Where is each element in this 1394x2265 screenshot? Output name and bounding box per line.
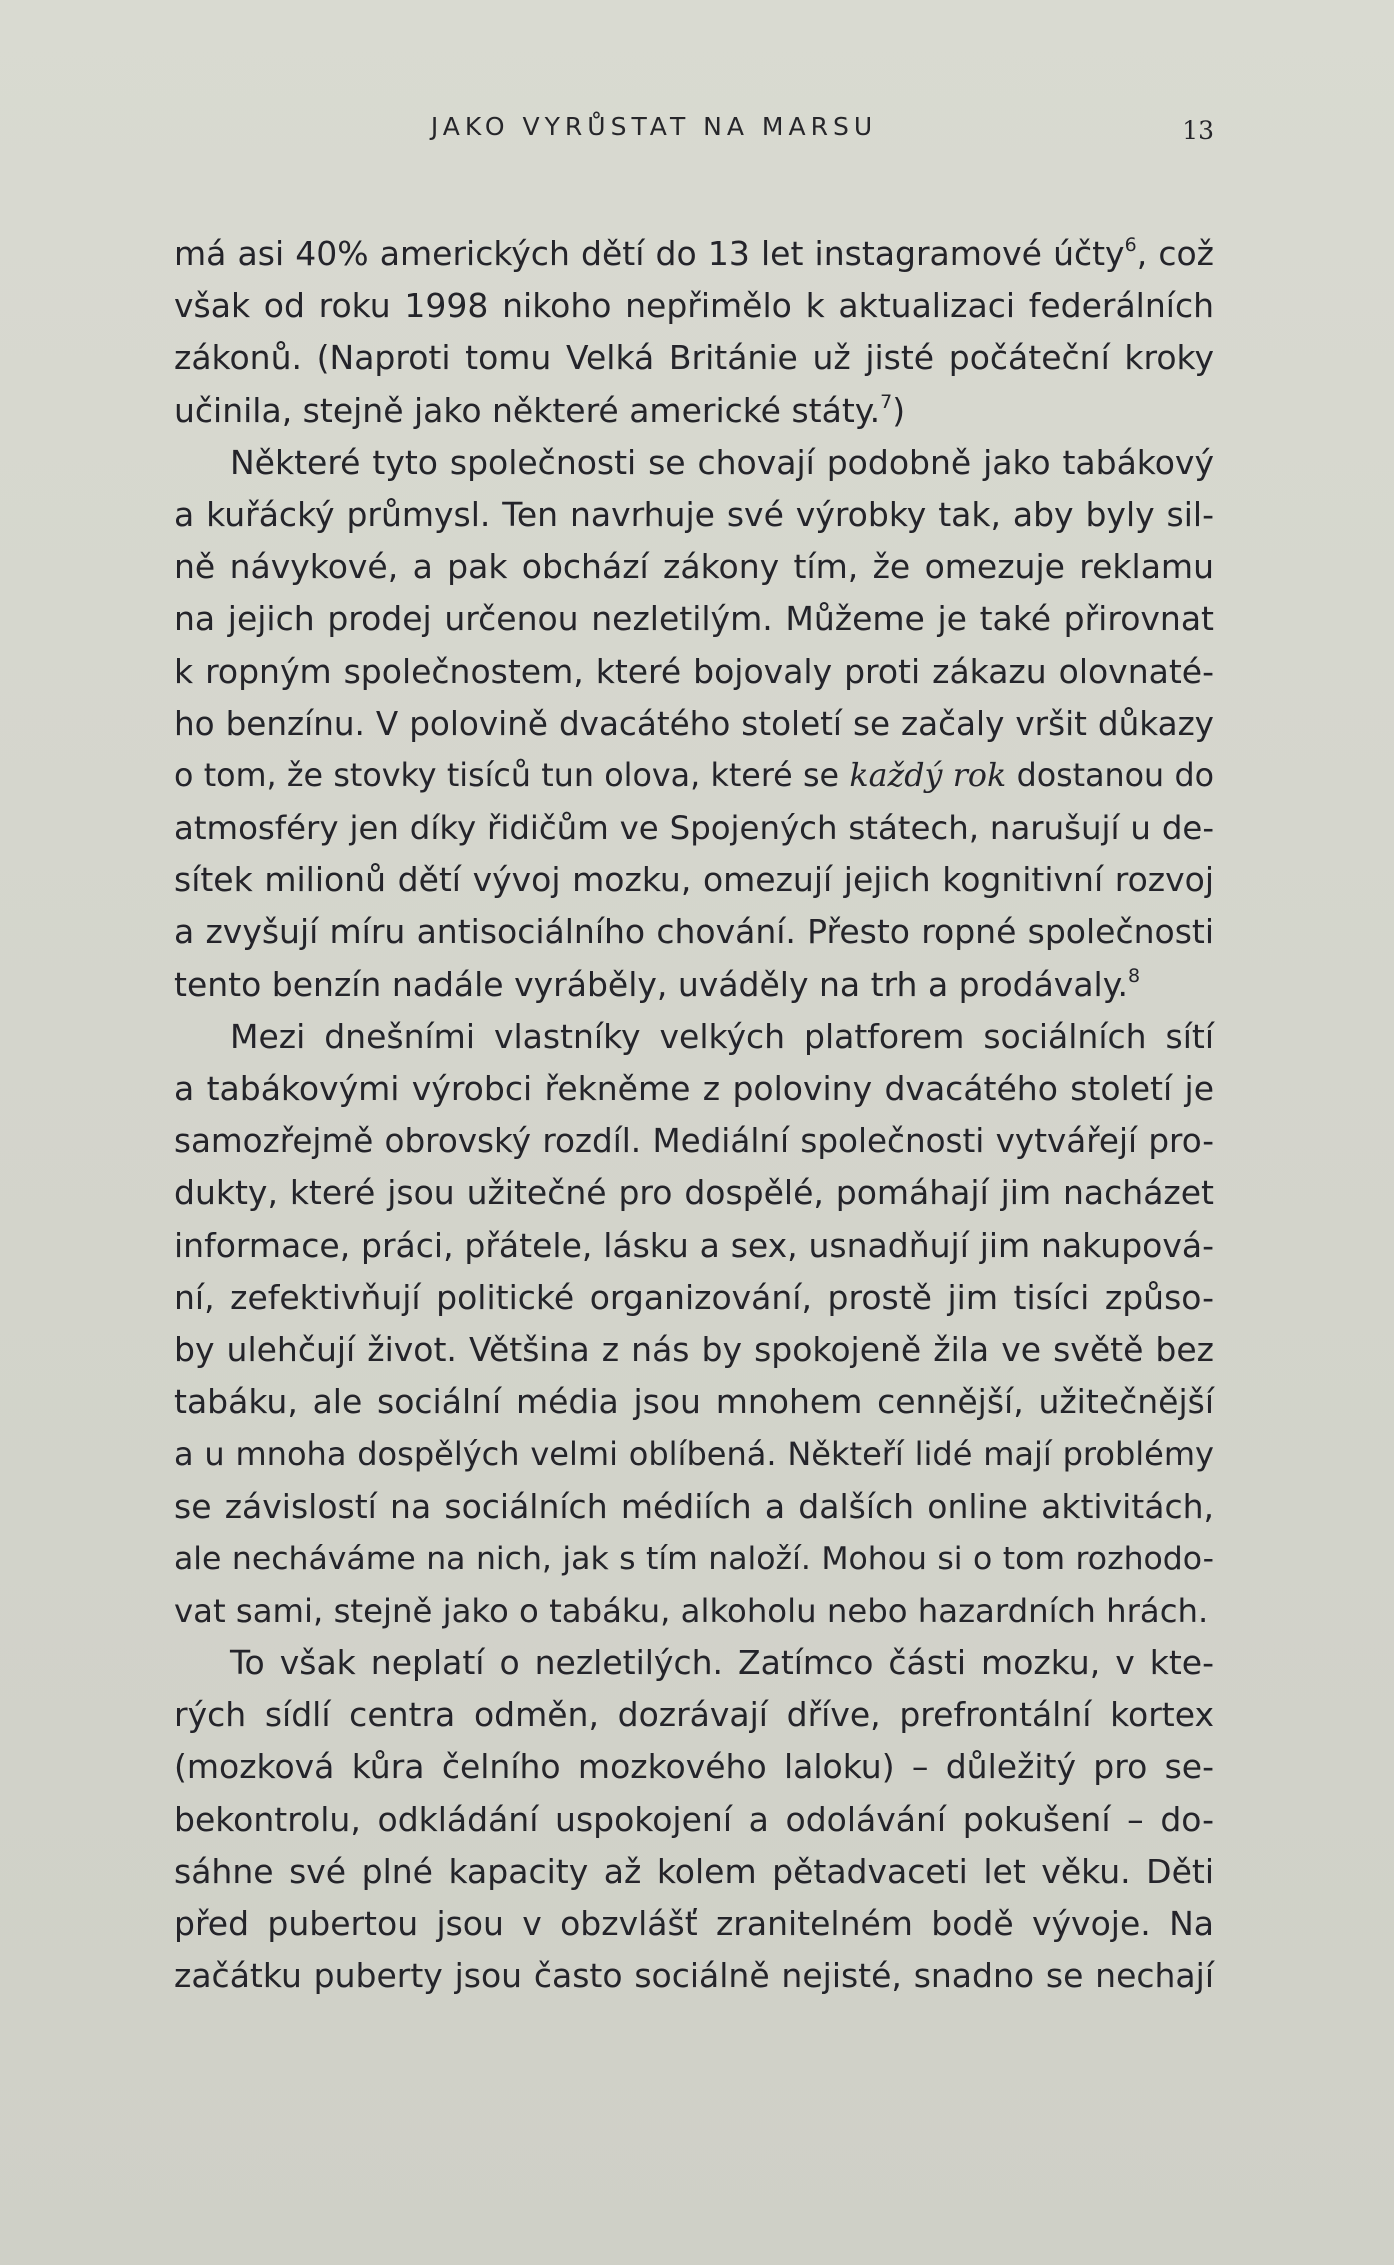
text-line: To však neplatí o nezletilých. Zatímco části mozku, v kte-	[230, 1643, 1214, 1683]
text-line: a zvyšují míru antisociálního chování. Přesto ropné společnosti	[174, 912, 1214, 952]
text-line: však od roku 1998 nikoho nepřimělo k aktualizaci federálních	[174, 286, 1214, 326]
text-line: začátku puberty jsou často sociálně nejisté, snadno se nechají	[174, 1956, 1214, 1996]
text-line: sáhne své plné kapacity až kolem pětadvaceti let věku. Děti	[174, 1851, 1214, 1891]
text-line: samozřejmě obrovský rozdíl. Mediální společnosti vytvářejí pro-	[174, 1122, 1214, 1161]
page-number: 13	[1182, 116, 1214, 145]
body-text	[174, 228, 1214, 2002]
text-line: zákonů. (Naproti tomu Velká Británie už jisté počáteční kroky	[174, 338, 1214, 378]
text-line: vat sami, stejně jako o tabáku, alkoholu nebo hazardních hrách.	[174, 1591, 1209, 1630]
text-line: učinila, stejně jako některé americké státy.$^7$)	[174, 390, 906, 430]
text-line: k ropným společnostem, které bojovaly proti zákazu olovnaté-	[174, 651, 1214, 691]
footnote-marker: 7	[880, 390, 893, 413]
text-line: ale necháváme na nich, jak s tím naloží. Mohou si o tom rozhodo-	[174, 1540, 1214, 1577]
text-line: sítek milionů dětí vývoj mozku, omezují jejich kognitivní rozvoj	[174, 860, 1214, 900]
footnote-marker: 8	[1128, 964, 1141, 987]
running-title: JAKO VYRŮSTAT NA MARSU	[430, 112, 878, 141]
text-line: o tom, že stovky tisíců tun olova, které se každý rok dostanou do	[174, 757, 1214, 794]
text-line: ho benzínu. V polovině dvacátého století se začaly vršit důkazy	[174, 704, 1214, 743]
text-line: se závislostí na sociálních médiích a dalších online aktivitách,	[174, 1486, 1214, 1526]
text-line: bekontrolu, odkládání uspokojení a odolávání pokušení – do-	[174, 1799, 1214, 1839]
text-line: má asi 40% amerických dětí do 13 let instagramové účty$^6$, což	[174, 234, 1214, 273]
text-line: a kuřácký průmysl. Ten navrhuje své výrobky tak, aby byly sil-	[174, 494, 1214, 534]
footnote-marker: 6	[1124, 234, 1137, 256]
text-line: a tabákovými výrobci řekněme z poloviny dvacátého století je	[174, 1069, 1214, 1108]
text-line: před pubertou jsou v obzvlášť zranitelném bodě vývoje. Na	[174, 1904, 1214, 1943]
text-line: a u mnoha dospělých velmi oblíbená. Někteří lidé mají problémy	[174, 1435, 1214, 1474]
text-line: informace, práci, přátele, lásku a sex, usnadňují jim nakupová-	[174, 1225, 1214, 1265]
text-line: Mezi dnešními vlastníky velkých platforem sociálních sítí	[230, 1016, 1214, 1056]
text-line: tabáku, ale sociální média jsou mnohem cennější, užitečnější	[174, 1382, 1214, 1422]
text-line: atmosféry jen díky řidičům ve Spojených státech, narušují u de-	[174, 809, 1214, 848]
text-line: tento benzín nadále vyráběly, uváděly na trh a prodávaly.$^8$	[174, 964, 1141, 1004]
emphasis: každý rok	[849, 757, 1007, 794]
text-line: na jejich prodej určenou nezletilým. Můžeme je také přirovnat	[174, 599, 1214, 639]
text-line: (mozková kůra čelního mozkového laloku) – důležitý pro se-	[174, 1747, 1214, 1787]
text-line: ně návykové, a pak obchází zákony tím, že omezuje reklamu	[174, 547, 1214, 587]
running-head	[174, 108, 1214, 148]
text-line: by ulehčují život. Většina z nás by spokojeně žila ve světě bez	[174, 1329, 1214, 1369]
text-line: Některé tyto společnosti se chovají podobně jako tabákový	[230, 442, 1214, 482]
text-line: rých sídlí centra odměn, dozrávají dříve, prefrontální kortex	[174, 1695, 1214, 1735]
text-line: dukty, které jsou užitečné pro dospělé, pomáhají jim nacházet	[174, 1173, 1214, 1213]
text-line: ní, zefektivňují politické organizování, prostě jim tisíci způso-	[174, 1277, 1214, 1317]
